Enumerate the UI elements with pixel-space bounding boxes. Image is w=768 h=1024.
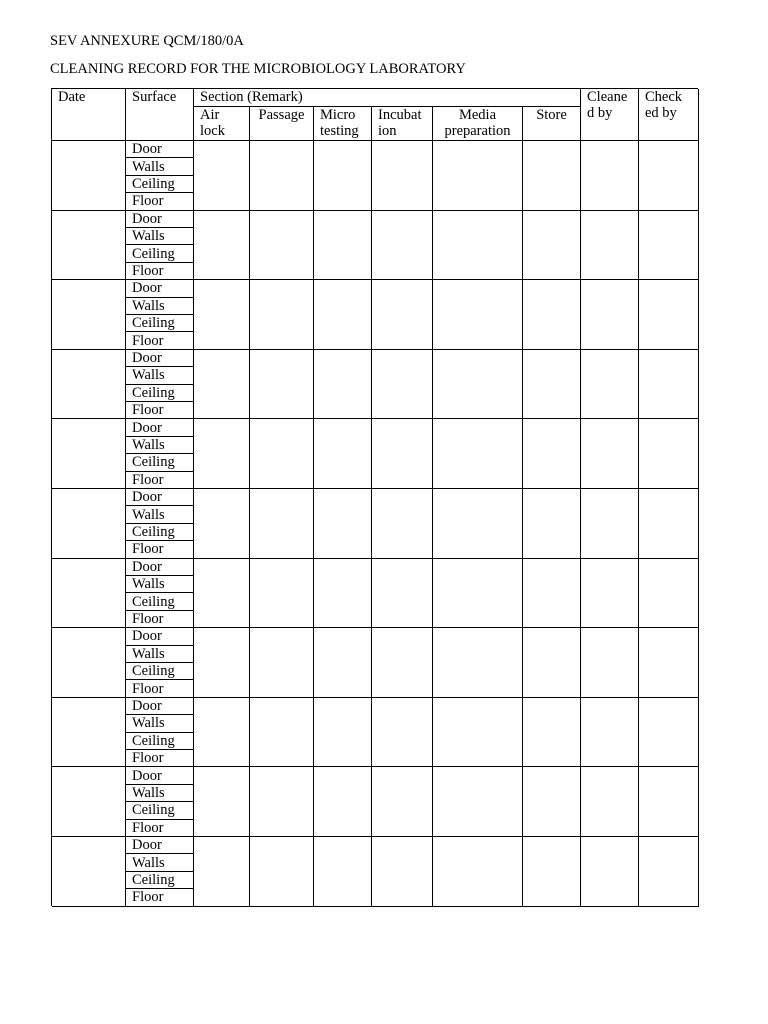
section-remark-cell[interactable]	[194, 698, 250, 768]
date-cell[interactable]	[52, 489, 126, 559]
surface-cell	[126, 767, 194, 837]
section-remark-cell[interactable]	[194, 837, 250, 907]
surface-label: Door	[126, 211, 193, 228]
surface-label: Ceiling	[126, 454, 193, 471]
section-remark-cell[interactable]	[314, 628, 372, 698]
date-cell[interactable]	[52, 280, 126, 350]
section-remark-cell[interactable]	[433, 628, 523, 698]
surface-label: Ceiling	[126, 176, 193, 193]
section-remark-cell[interactable]	[433, 141, 523, 211]
section-remark-cell[interactable]	[250, 559, 314, 629]
section-remark-cell[interactable]	[523, 211, 581, 281]
surface-cell	[126, 350, 194, 420]
surface-label: Walls	[126, 437, 193, 454]
surface-cell	[126, 280, 194, 350]
header-air-lock: Air lock	[194, 107, 250, 141]
cleaned-by-cell[interactable]	[581, 419, 639, 489]
surface-label: Door	[126, 280, 193, 297]
section-remark-cell[interactable]	[433, 559, 523, 629]
section-remark-cell[interactable]	[314, 350, 372, 420]
header-checked-by: Check ed by	[639, 89, 699, 141]
section-remark-cell[interactable]	[523, 837, 581, 907]
checked-by-cell[interactable]	[639, 141, 699, 211]
section-remark-cell[interactable]	[372, 141, 433, 211]
header-incubation: Incubat ion	[372, 107, 433, 141]
surface-label: Floor	[132, 263, 164, 280]
header-micro-testing: Micro testing	[314, 107, 372, 141]
section-remark-cell[interactable]	[250, 211, 314, 281]
section-remark-cell[interactable]	[314, 489, 372, 559]
surface-label: Ceiling	[126, 802, 193, 819]
cleaned-by-cell[interactable]	[581, 628, 639, 698]
checked-by-cell[interactable]	[639, 280, 699, 350]
surface-label: Floor	[132, 541, 164, 558]
section-remark-cell[interactable]	[250, 141, 314, 211]
surface-label: Floor	[132, 680, 164, 697]
surface-label: Walls	[126, 646, 193, 663]
surface-cell	[126, 698, 194, 768]
checked-by-cell[interactable]	[639, 211, 699, 281]
section-remark-cell[interactable]	[314, 141, 372, 211]
section-remark-cell[interactable]	[250, 767, 314, 837]
checked-by-cell[interactable]	[639, 559, 699, 629]
checked-by-cell[interactable]	[639, 489, 699, 559]
surface-label: Ceiling	[126, 524, 193, 541]
surface-label: Floor	[132, 819, 164, 836]
checked-by-cell[interactable]	[639, 837, 699, 907]
surface-label: Walls	[126, 785, 193, 802]
checked-by-cell[interactable]	[639, 419, 699, 489]
section-remark-cell[interactable]	[250, 280, 314, 350]
surface-label: Floor	[132, 471, 164, 488]
surface-label: Ceiling	[126, 315, 193, 332]
surface-label: Walls	[126, 228, 193, 245]
section-remark-cell[interactable]	[194, 559, 250, 629]
cleaned-by-cell[interactable]	[581, 489, 639, 559]
surface-label: Door	[126, 489, 193, 506]
surface-label: Floor	[132, 750, 164, 767]
section-remark-cell[interactable]	[194, 350, 250, 420]
surface-label: Ceiling	[126, 245, 193, 262]
cleaned-by-cell[interactable]	[581, 698, 639, 768]
surface-label: Door	[126, 350, 193, 367]
header-store: Store	[523, 107, 581, 141]
section-remark-cell[interactable]	[194, 211, 250, 281]
section-remark-cell[interactable]	[250, 350, 314, 420]
section-remark-cell[interactable]	[250, 628, 314, 698]
cleaned-by-cell[interactable]	[581, 141, 639, 211]
section-remark-cell[interactable]	[314, 698, 372, 768]
surface-label: Walls	[126, 715, 193, 732]
section-remark-cell[interactable]	[250, 698, 314, 768]
section-remark-cell[interactable]	[250, 489, 314, 559]
date-cell[interactable]	[52, 698, 126, 768]
surface-label: Walls	[126, 506, 193, 523]
section-remark-cell[interactable]	[372, 211, 433, 281]
surface-label: Ceiling	[126, 733, 193, 750]
checked-by-cell[interactable]	[639, 698, 699, 768]
surface-label: Walls	[126, 367, 193, 384]
date-cell[interactable]	[52, 211, 126, 281]
surface-cell	[126, 628, 194, 698]
surface-label: Ceiling	[126, 593, 193, 610]
section-remark-cell[interactable]	[372, 489, 433, 559]
date-cell[interactable]	[52, 419, 126, 489]
document-code: SEV ANNEXURE QCM/180/0A	[50, 33, 244, 49]
surface-label: Walls	[126, 576, 193, 593]
section-remark-cell[interactable]	[523, 280, 581, 350]
section-remark-cell[interactable]	[194, 141, 250, 211]
section-remark-cell[interactable]	[250, 419, 314, 489]
section-remark-cell[interactable]	[433, 350, 523, 420]
section-remark-cell[interactable]	[194, 628, 250, 698]
header-surface: Surface	[126, 89, 194, 141]
section-remark-cell[interactable]	[433, 211, 523, 281]
section-remark-cell[interactable]	[314, 837, 372, 907]
checked-by-cell[interactable]	[639, 767, 699, 837]
section-remark-cell[interactable]	[194, 489, 250, 559]
section-remark-cell[interactable]	[433, 419, 523, 489]
surface-cell	[126, 419, 194, 489]
surface-label: Ceiling	[126, 872, 193, 889]
section-remark-cell[interactable]	[433, 698, 523, 768]
surface-label: Walls	[126, 158, 193, 175]
header-date: Date	[52, 89, 126, 141]
section-remark-cell[interactable]	[372, 419, 433, 489]
section-remark-cell[interactable]	[314, 419, 372, 489]
section-remark-cell[interactable]	[194, 767, 250, 837]
section-remark-cell[interactable]	[523, 419, 581, 489]
surface-cell	[126, 837, 194, 907]
document-title: CLEANING RECORD FOR THE MICROBIOLOGY LABORATORY	[50, 61, 466, 77]
section-remark-cell[interactable]	[194, 280, 250, 350]
section-remark-cell[interactable]	[372, 559, 433, 629]
section-remark-cell[interactable]	[523, 628, 581, 698]
date-cell[interactable]	[52, 628, 126, 698]
section-remark-cell[interactable]	[523, 698, 581, 768]
date-cell[interactable]	[52, 350, 126, 420]
section-remark-cell[interactable]	[433, 837, 523, 907]
section-remark-cell[interactable]	[194, 419, 250, 489]
surface-label: Door	[126, 837, 193, 854]
header-cleaned-by: Cleane d by	[581, 89, 639, 141]
date-cell[interactable]	[52, 837, 126, 907]
section-remark-cell[interactable]	[314, 211, 372, 281]
surface-label: Door	[126, 141, 193, 158]
section-remark-cell[interactable]	[372, 280, 433, 350]
section-remark-cell[interactable]	[523, 559, 581, 629]
surface-cell	[126, 489, 194, 559]
cleaned-by-cell[interactable]	[581, 767, 639, 837]
cleaned-by-cell[interactable]	[581, 837, 639, 907]
surface-label: Floor	[132, 402, 164, 419]
surface-label: Floor	[132, 332, 164, 349]
section-remark-cell[interactable]	[372, 350, 433, 420]
surface-cell	[126, 141, 194, 211]
surface-label: Door	[126, 559, 193, 576]
surface-cell	[126, 559, 194, 629]
section-remark-cell[interactable]	[372, 628, 433, 698]
section-remark-cell[interactable]	[523, 141, 581, 211]
surface-label: Ceiling	[126, 663, 193, 680]
section-remark-cell[interactable]	[523, 350, 581, 420]
surface-label: Walls	[126, 854, 193, 871]
section-remark-cell[interactable]	[523, 489, 581, 559]
section-remark-cell[interactable]	[314, 280, 372, 350]
cleaned-by-cell[interactable]	[581, 350, 639, 420]
section-remark-cell[interactable]	[433, 280, 523, 350]
header-passage: Passage	[250, 107, 314, 141]
section-remark-cell[interactable]	[314, 767, 372, 837]
surface-label: Door	[126, 767, 193, 784]
section-remark-cell[interactable]	[372, 767, 433, 837]
surface-cell	[126, 211, 194, 281]
surface-label: Door	[126, 419, 193, 436]
header-section-remark: Section (Remark)	[194, 89, 581, 107]
cleaned-by-cell[interactable]	[581, 211, 639, 281]
surface-label: Door	[126, 698, 193, 715]
section-remark-cell[interactable]	[433, 489, 523, 559]
section-remark-cell[interactable]	[372, 837, 433, 907]
date-cell[interactable]	[52, 767, 126, 837]
cleaning-record-table	[51, 88, 698, 906]
date-cell[interactable]	[52, 141, 126, 211]
surface-label: Ceiling	[126, 385, 193, 402]
date-cell[interactable]	[52, 559, 126, 629]
surface-label: Floor	[132, 889, 164, 906]
section-remark-cell[interactable]	[523, 767, 581, 837]
surface-label: Walls	[126, 298, 193, 315]
surface-label: Floor	[132, 193, 164, 210]
checked-by-cell[interactable]	[639, 628, 699, 698]
section-remark-cell[interactable]	[372, 698, 433, 768]
section-remark-cell[interactable]	[433, 767, 523, 837]
section-remark-cell[interactable]	[250, 837, 314, 907]
surface-label: Floor	[132, 610, 164, 627]
section-remark-cell[interactable]	[314, 559, 372, 629]
checked-by-cell[interactable]	[639, 350, 699, 420]
surface-label: Door	[126, 628, 193, 645]
header-media-preparation: Media preparation	[433, 107, 523, 141]
cleaned-by-cell[interactable]	[581, 559, 639, 629]
cleaned-by-cell[interactable]	[581, 280, 639, 350]
